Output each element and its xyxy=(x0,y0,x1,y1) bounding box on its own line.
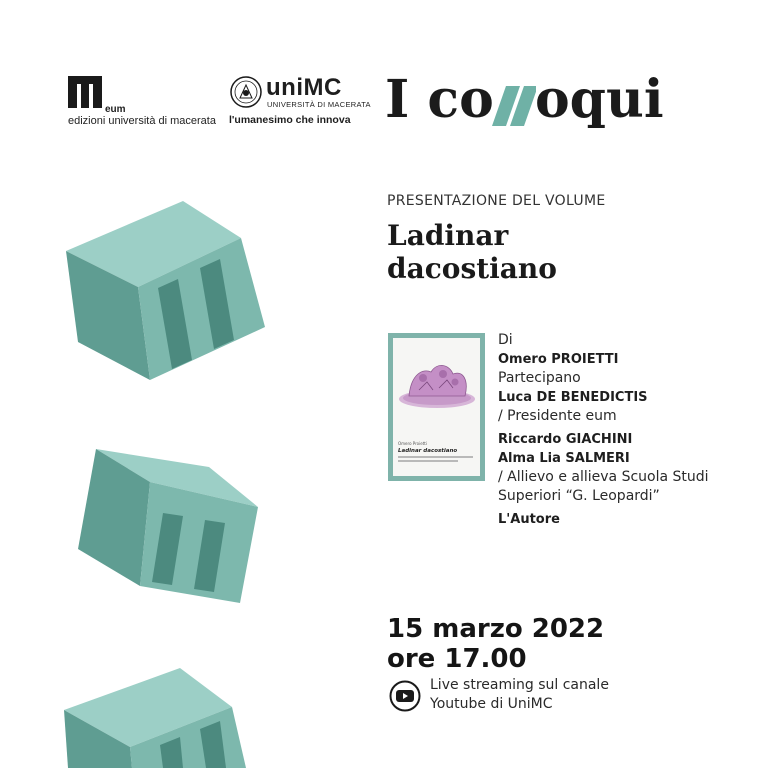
book-cover-paper xyxy=(393,338,480,476)
streaming-info[interactable] xyxy=(430,676,609,714)
book-title-line2: dacostiano xyxy=(387,252,557,285)
unimc-logo-tagline: l'umanesimo che innova xyxy=(229,114,351,126)
double-slash-icon xyxy=(480,86,536,126)
participant-role: / Presidente eum xyxy=(498,408,617,424)
eum-logo-word: eum xyxy=(105,104,126,115)
book-title-line1: Ladinar xyxy=(387,219,509,252)
book-cover-illustration xyxy=(393,354,480,414)
participant-name: L'Autore xyxy=(498,512,560,527)
unimc-seal-icon xyxy=(230,76,262,108)
participant-name: Alma Lia SALMERI xyxy=(498,451,630,466)
participant-role: Superiori “G. Leopardi” xyxy=(498,488,660,504)
eum-logo-tagline: edizioni università di macerata xyxy=(68,115,216,127)
presentation-label: PRESENTAZIONE DEL VOLUME xyxy=(387,193,606,209)
participants-label: Partecipano xyxy=(498,370,581,386)
participant-name: Riccardo GIACHINI xyxy=(498,432,633,447)
participant-role: / Allievo e allieva Scuola Studi xyxy=(498,469,709,485)
streaming-line2: Youtube di UniMC xyxy=(430,696,553,712)
author-name: Omero PROIETTI xyxy=(498,352,619,367)
eum-logo-icon xyxy=(68,76,102,108)
participant-name: Luca DE BENEDICTIS xyxy=(498,390,648,405)
book-cover-title: Ladinar dacostiano xyxy=(398,448,458,454)
book-cover-author: Omero Proietti xyxy=(398,441,427,446)
event-day: 15 marzo 2022 xyxy=(387,614,605,644)
unimc-logo-sub: UNIVERSITÀ DI MACERATA xyxy=(267,100,371,109)
book-cover-subtitle-line xyxy=(398,456,473,458)
book-cover xyxy=(388,333,485,481)
series-title-left: I co xyxy=(385,69,494,130)
event-time: ore 17.00 xyxy=(387,644,527,674)
youtube-play-icon[interactable] xyxy=(389,680,421,712)
block-top xyxy=(66,201,265,380)
series-title-right: oqui xyxy=(535,69,664,130)
book-cover-subtitle-line xyxy=(398,460,458,462)
unimc-logo-name: uniMC xyxy=(266,74,342,101)
streaming-line1: Live streaming sul canale xyxy=(430,677,609,693)
speakers-list xyxy=(498,331,758,529)
by-label: Di xyxy=(498,332,513,348)
block-middle xyxy=(78,449,258,603)
book-title xyxy=(387,219,647,285)
event-date xyxy=(387,614,604,674)
block-bottom xyxy=(64,668,246,768)
